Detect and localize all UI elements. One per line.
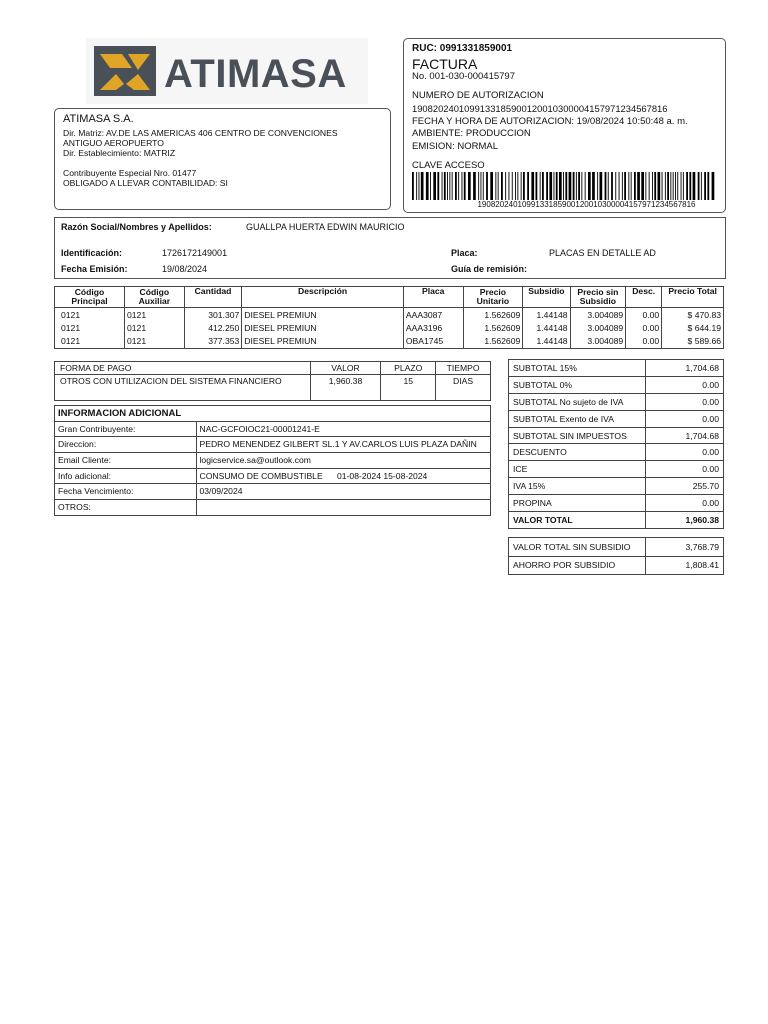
total-row — [509, 444, 724, 461]
cell: AAA3087 — [403, 308, 463, 322]
buyer-name: GUALLPA HUERTA EDWIN MAURICIO — [246, 222, 405, 232]
col-header: Subsidio — [523, 287, 570, 308]
info-label: Info adicional: — [55, 468, 197, 484]
subsidy-label: AHORRO POR SUBSIDIO — [509, 556, 646, 575]
environment: AMBIENTE: PRODUCCION — [412, 128, 531, 139]
total-value: 0.00 — [646, 410, 724, 427]
col-header: Precio Unitario — [463, 287, 523, 308]
col-header: TIEMPO — [436, 362, 491, 375]
info-label: Fecha Vencimiento: — [55, 484, 197, 500]
info-row — [55, 468, 491, 484]
total-value: 0.00 — [646, 461, 724, 478]
info-value — [196, 500, 491, 516]
cell: 0121 — [55, 335, 125, 349]
info-value: 03/09/2024 — [196, 484, 491, 500]
total-value: 0.00 — [646, 444, 724, 461]
payment-row — [55, 375, 491, 401]
cell: 0121 — [55, 321, 125, 335]
col-header: FORMA DE PAGO — [55, 362, 311, 375]
cell: DIESEL PREMIUN — [242, 321, 404, 335]
cell: AAA3196 — [403, 321, 463, 335]
cell: 3.004089 — [570, 308, 626, 322]
issuer-box — [54, 108, 391, 210]
info-label: OTROS: — [55, 500, 197, 516]
cell: DIESEL PREMIUN — [242, 335, 404, 349]
issue-date-label: Fecha Emisión: — [61, 264, 128, 274]
subsidy-label: VALOR TOTAL SIN SUBSIDIO — [509, 538, 646, 557]
cell: 0.00 — [626, 321, 662, 335]
col-header: Descripción — [242, 287, 404, 308]
info-value: NAC-GCFOIOC21-00001241-E — [196, 421, 491, 437]
grand-total-label: VALOR TOTAL — [509, 512, 646, 529]
cell: $ 589.66 — [662, 335, 724, 349]
invoice-number: No. 001-030-000415797 — [412, 71, 516, 82]
cell: 412.250 — [184, 321, 242, 335]
cell: 1.44148 — [523, 335, 570, 349]
total-label: SUBTOTAL Exento de IVA — [509, 410, 646, 427]
info-value: logicservice.sa@outlook.com — [196, 453, 491, 469]
payment-method: OTROS CON UTILIZACION DEL SISTEMA FINANCIERO — [55, 375, 311, 401]
table-row — [55, 321, 724, 335]
table-row — [55, 308, 724, 322]
cell: OBA1745 — [403, 335, 463, 349]
total-label: SUBTOTAL No sujeto de IVA — [509, 393, 646, 410]
grand-total-row — [509, 512, 724, 529]
subsidy-value: 1,808.41 — [646, 556, 724, 575]
cell: 377.353 — [184, 335, 242, 349]
total-value: 1,704.68 — [646, 360, 724, 377]
cell: 0121 — [124, 308, 184, 322]
access-key-label: CLAVE ACCESO — [412, 160, 485, 171]
items-table — [54, 286, 724, 349]
cell: 0121 — [124, 335, 184, 349]
cell: 0121 — [55, 308, 125, 322]
table-row — [55, 335, 724, 349]
payment-time-unit: DIAS — [436, 375, 491, 401]
total-row — [509, 495, 724, 512]
cell: 0.00 — [626, 308, 662, 322]
issuer-address-2: ANTIGUO AEROPUERTO — [63, 138, 164, 148]
info-value: PEDRO MENENDEZ GILBERT SL.1 Y AV.CARLOS LUIS PLAZA DAÑIN — [196, 437, 491, 453]
access-key-barcode — [410, 172, 719, 200]
total-label: ICE — [509, 461, 646, 478]
info-row — [55, 484, 491, 500]
buyer-id: 1726172149001 — [162, 248, 228, 258]
additional-info-table — [54, 405, 491, 516]
info-row — [55, 437, 491, 453]
payment-header-row — [55, 362, 491, 375]
company-logo — [86, 38, 368, 104]
info-label: Gran Contribuyente: — [55, 421, 197, 437]
col-header: Código Auxiliar — [124, 287, 184, 308]
info-row — [55, 500, 491, 516]
subsidy-value: 3,768.79 — [646, 538, 724, 557]
cell: DIESEL PREMIUN — [242, 308, 404, 322]
issue-date: 19/08/2024 — [162, 264, 208, 274]
col-header: PLAZO — [381, 362, 436, 375]
total-label: SUBTOTAL 15% — [509, 360, 646, 377]
total-row — [509, 376, 724, 393]
cell: 301.307 — [184, 308, 242, 322]
cell: 1.562609 — [463, 308, 523, 322]
total-value: 1,704.68 — [646, 427, 724, 444]
plate-value: PLACAS EN DETALLE AD — [549, 248, 656, 258]
cell: 1.562609 — [463, 335, 523, 349]
info-row — [55, 453, 491, 469]
grand-total-value: 1,960.38 — [646, 512, 724, 529]
items-header-row — [55, 287, 724, 308]
totals-table — [508, 359, 724, 529]
issuer-name: ATIMASA S.A. — [63, 113, 134, 125]
cell: 0.00 — [626, 335, 662, 349]
cell: 1.44148 — [523, 321, 570, 335]
col-header: Precio sin Subsidio — [570, 287, 626, 308]
atimasa-logo-icon — [92, 44, 158, 98]
col-header: Código Principal — [55, 287, 125, 308]
total-row — [509, 461, 724, 478]
remission-guide-label: Guía de remisión: — [451, 264, 528, 274]
issuer-address: Dir. Matriz: AV.DE LAS AMERICAS 406 CENTRO DE CONVENCIONES — [63, 128, 338, 138]
plate-label: Placa: — [451, 248, 478, 258]
cell: $ 644.19 — [662, 321, 724, 335]
subsidy-row — [509, 556, 724, 575]
additional-info-title: INFORMACION ADICIONAL — [55, 406, 491, 422]
access-key-number: 1908202401099133185900120010300004157971234567816 — [477, 200, 696, 209]
buyer-id-label: Identificación: — [61, 248, 123, 258]
issuer-accounting: OBLIGADO A LLEVAR CONTABILIDAD: SI — [63, 178, 228, 188]
total-value: 255.70 — [646, 478, 724, 495]
cell: 1.562609 — [463, 321, 523, 335]
issuer-establishment: Dir. Establecimiento: MATRIZ — [63, 148, 176, 158]
subsidy-row — [509, 538, 724, 557]
issuer-special-taxpayer: Contribuyente Especial Nro. 01477 — [63, 168, 197, 178]
authorization-number: 1908202401099133185900120010300004157971234567816 — [412, 103, 668, 114]
buyer-box — [54, 217, 726, 279]
col-header: Precio Total — [662, 287, 724, 308]
info-label: Email Cliente: — [55, 453, 197, 469]
info-label: Direccion: — [55, 437, 197, 453]
payment-value: 1,960.38 — [310, 375, 381, 401]
cell: 1.44148 — [523, 308, 570, 322]
invoice-box — [403, 38, 726, 213]
total-row — [509, 393, 724, 410]
total-value: 0.00 — [646, 393, 724, 410]
total-label: PROPINA — [509, 495, 646, 512]
info-row — [55, 421, 491, 437]
invoice-title: FACTURA — [412, 56, 478, 72]
total-row — [509, 410, 724, 427]
emission-type: EMISION: NORMAL — [412, 141, 499, 152]
total-value: 0.00 — [646, 495, 724, 512]
cell: 3.004089 — [570, 335, 626, 349]
cell: 3.004089 — [570, 321, 626, 335]
authorization-datetime: FECHA Y HORA DE AUTORIZACION: 19/08/2024 10:50:48 a. m. — [412, 116, 688, 127]
col-header: VALOR — [310, 362, 381, 375]
total-label: SUBTOTAL 0% — [509, 376, 646, 393]
col-header: Placa — [403, 287, 463, 308]
payment-term: 15 — [381, 375, 436, 401]
subsidy-table — [508, 537, 724, 575]
col-header: Desc. — [626, 287, 662, 308]
buyer-name-label: Razón Social/Nombres y Apellidos: — [61, 222, 212, 232]
total-label: SUBTOTAL SIN IMPUESTOS — [509, 427, 646, 444]
total-row — [509, 360, 724, 377]
total-row — [509, 478, 724, 495]
total-value: 0.00 — [646, 376, 724, 393]
total-label: IVA 15% — [509, 478, 646, 495]
info-value: CONSUMO DE COMBUSTIBLE 01-08-2024 15-08-2024 — [196, 468, 491, 484]
total-row — [509, 427, 724, 444]
cell: 0121 — [124, 321, 184, 335]
cell: $ 470.83 — [662, 308, 724, 322]
authorization-label: NUMERO DE AUTORIZACION — [412, 90, 544, 101]
col-header: Cantidad — [184, 287, 242, 308]
payment-table — [54, 361, 491, 401]
logo-wordmark: ATIMASA — [164, 52, 347, 96]
total-label: DESCUENTO — [509, 444, 646, 461]
invoice-ruc: RUC: 0991331859001 — [412, 43, 513, 54]
